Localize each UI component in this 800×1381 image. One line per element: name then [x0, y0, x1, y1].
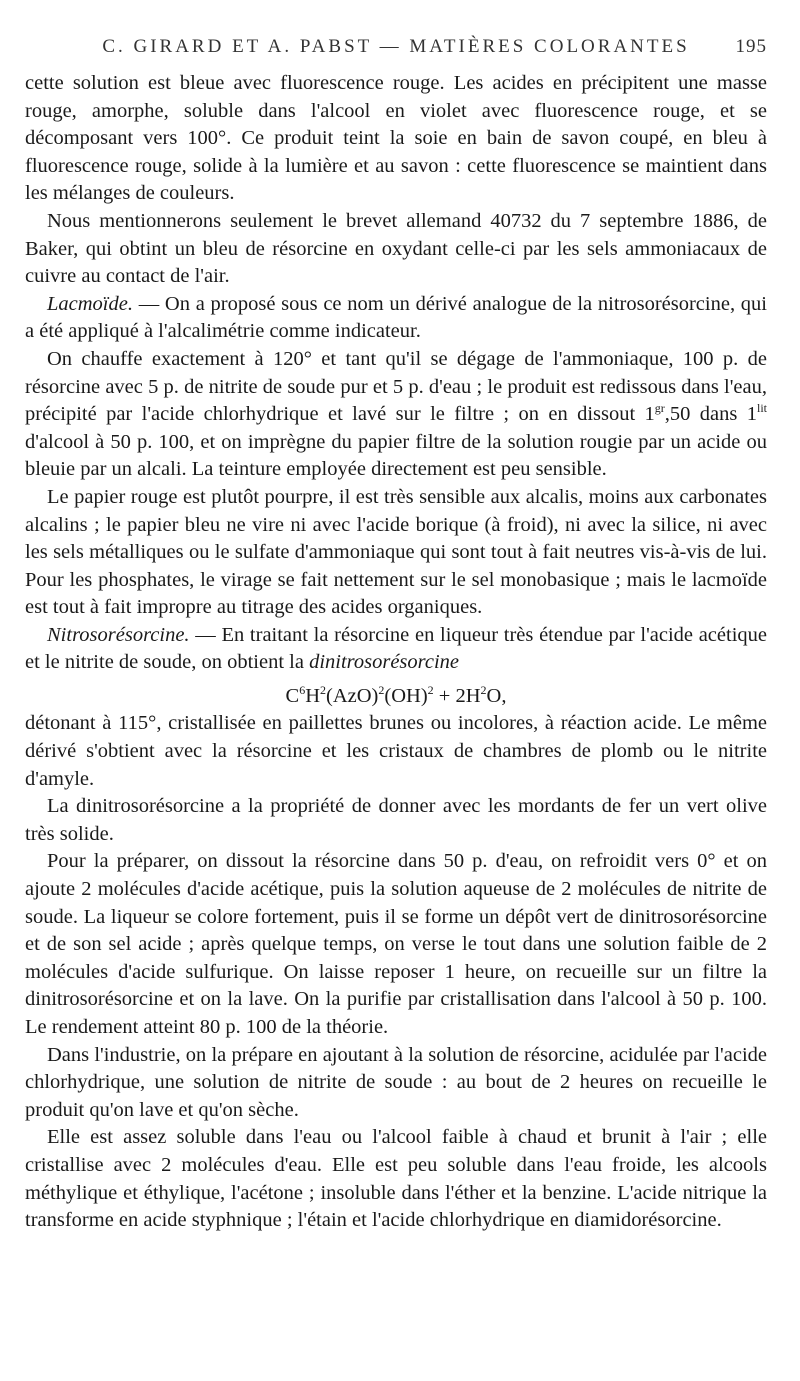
paragraph-text: d'alcool à 50 p. 100, et on imprègne du papier filtre de la solution rougie par un acide ou bleuie par un alcali. La teinture employée directement est peu sensible. — [25, 430, 767, 481]
superscript-lit: lit — [756, 401, 767, 416]
formula-sup: 2 — [320, 683, 327, 698]
emphasis-term: dinitrosorésorcine — [309, 651, 460, 674]
formula-part: (OH) — [384, 684, 428, 707]
formula-part: (AzO) — [326, 684, 379, 707]
paragraph-nitrosoresorcine — [25, 622, 767, 677]
paragraph: Dans l'industrie, on la prépare en ajoutant à la solution de résorcine, acidulée par l'acide chlorhydrique, une solution de nitrite de soude : au bout de 2 heures on recueille le produit qu'on lave et qu'on sèche. — [25, 1043, 767, 1121]
paragraph-text: On chauffe exactement à 120° et tant qu'il se dégage de l'ammoniaque, 100 p. de résorcine avec 5 p. de nitrite de soude pur et 5 p. d'eau ; le produit est redissous dans l'eau, précipité par l'acide chlorhydrique et lavé sur le filtre ; on en dissout 1 — [25, 347, 767, 426]
section-label-lacmoide: Lacmoïde. — [47, 292, 133, 315]
page-number: 195 — [735, 36, 767, 57]
paragraph: Elle est assez soluble dans l'eau ou l'alcool faible à chaud et brunit à l'air ; elle cristallise avec 2 molécules d'eau. Elle est peu soluble dans l'eau froide, les alcools méthylique et éthylique, l'acétone ; insoluble dans l'éther et la benzine. L'acide nitrique la transforme en acide styphnique ; l'étain et l'acide chlorhydrique en diamidorésorcine. — [25, 1126, 767, 1232]
paragraph: Le papier rouge est plutôt pourpre, il est très sensible aux alcalis, moins aux carbonates alcalins ; le papier bleu ne vire ni avec l'acide borique (à froid), ni avec la silice, ni avec les sels métalliques ou le sulfate d'ammoniaque qui sont tout à fait neutres vis-à-vis de lui. Pour les phosphates, le virage se fait nettement sur le sel monobasique ; mais le lacmoïde est tout à fait impropre au titrage des acides organiques. — [25, 485, 767, 619]
formula-part: O, — [486, 684, 507, 707]
superscript-gr: gr — [654, 401, 665, 416]
paragraph: La dinitrosorésorcine a la propriété de donner avec les mordants de fer un vert olive très solide. — [25, 795, 767, 845]
body-text — [25, 70, 767, 1235]
paragraph-text: — On a proposé sous ce nom un dérivé analogue de la nitrosorésorcine, qui a été appliqué à l'alcalimétrie comme indicateur. — [25, 292, 767, 343]
page-header — [25, 36, 767, 70]
formula-part: C — [285, 684, 300, 707]
paragraph-lacmoide — [25, 291, 767, 346]
chemical-formula — [25, 677, 767, 710]
paragraph-text: ,50 dans 1 — [664, 403, 757, 426]
section-label-nitrosoresorcine: Nitrosorésorcine. — [47, 623, 190, 646]
formula-part: H — [305, 684, 321, 707]
formula-sup: 2 — [378, 683, 385, 698]
formula-part: + 2H — [433, 684, 481, 707]
running-head: C. GIRARD ET A. PABST — MATIÈRES COLORANTES — [102, 36, 690, 57]
paragraph: Pour la préparer, on dissout la résorcine dans 50 p. d'eau, on refroidit vers 0° et on ajoute 2 molécules d'acide acétique, puis la solution aqueuse de 2 molécules de nitrite de soude. La liqueur se colore fortement, puis il se forme un dépôt vert de dinitrosorésorcine et de son sel acide ; après quelque temps, on verse le tout dans une solution faible de 2 molécules d'acide sulfurique. On laisse reposer 1 heure, on recueille sur un filtre la dinitrosorésorcine et on la lave. On la purifie par cristallisation dans l'alcool à 50 p. 100. Le rendement atteint 80 p. 100 de la théorie. — [25, 850, 767, 1039]
paragraph: cette solution est bleue avec fluorescence rouge. Les acides en précipitent une masse rouge, amorphe, soluble dans l'alcool en violet avec fluorescence rouge, et se décomposant vers 100°. Ce produit teint la soie en bain de savon coupé, en bleu à fluorescence rouge, solide à la lumière et au savon : cette fluorescence se maintient dans les mélanges de couleurs. — [25, 72, 767, 205]
formula-sup: 2 — [427, 683, 434, 698]
formula-sup: 6 — [299, 683, 306, 698]
paragraph-text: — En traitant la résorcine en liqueur très étendue par l'acide acétique et le nitrite de soude, on obtient la — [25, 623, 767, 674]
formula-sup: 2 — [480, 683, 487, 698]
paragraph — [25, 346, 767, 484]
paragraph: détonant à 115°, cristallisée en paillettes brunes ou incolores, à réaction acide. Le même dérivé s'obtient avec la résorcine et les cristaux de chambres de plomb ou le nitrite d'amyle. — [25, 712, 767, 790]
paragraph: Nous mentionnerons seulement le brevet allemand 40732 du 7 septembre 1886, de Baker, qui obtint un bleu de résorcine en oxydant celle-ci par les sels ammoniacaux de cuivre au contact de l'air. — [25, 209, 767, 288]
